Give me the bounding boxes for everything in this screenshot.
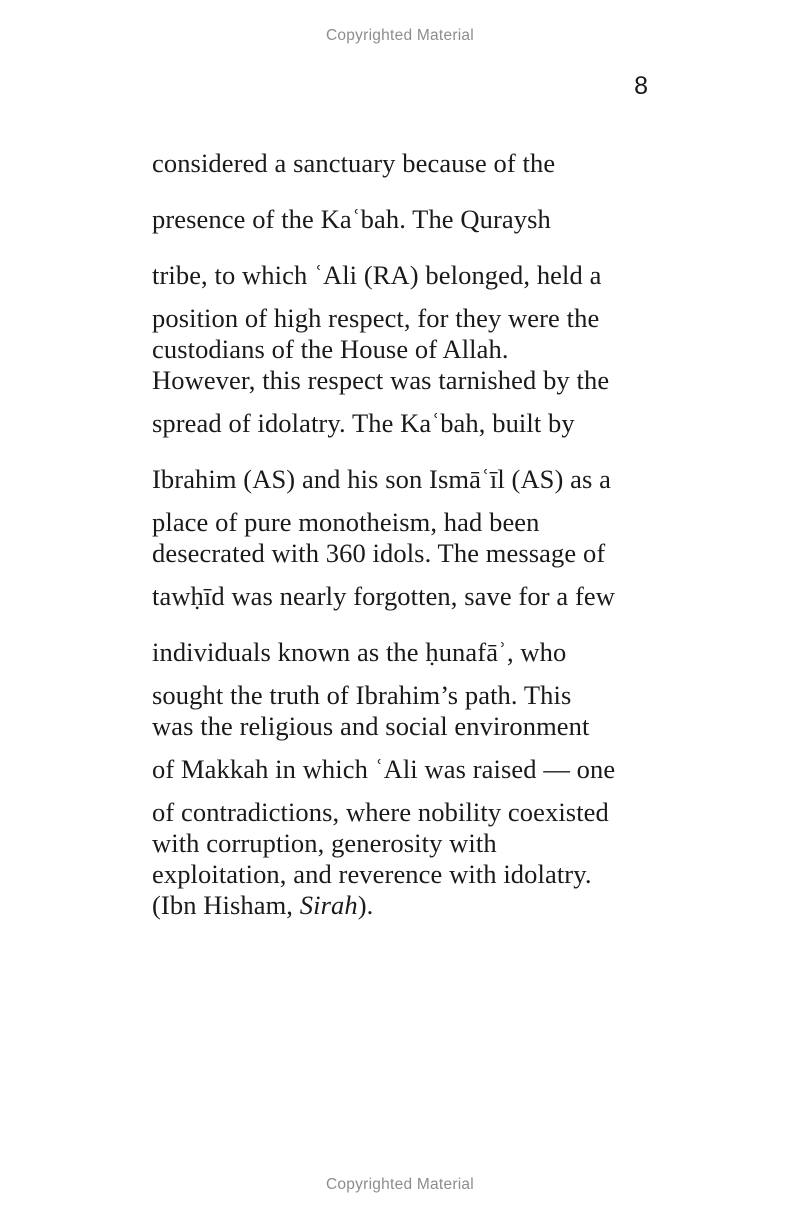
text-line: tawḥīd was nearly forgotten, save for a few bbox=[152, 581, 615, 611]
body-text-block bbox=[152, 148, 652, 921]
citation-line bbox=[152, 890, 652, 921]
text-line: was the religious and social environment bbox=[152, 711, 590, 741]
text-line: desecrated with 360 idols. The message of bbox=[152, 538, 606, 568]
citation-suffix: ). bbox=[357, 890, 374, 920]
copyright-watermark-top: Copyrighted Material bbox=[325, 27, 474, 44]
text-line: Ibrahim (AS) and his son Ismāʿīl (AS) as a bbox=[152, 464, 612, 494]
text-line: of contradictions, where nobility coexisted bbox=[152, 797, 609, 827]
citation-prefix: (Ibn Hisham, bbox=[152, 890, 300, 920]
text-line: spread of idolatry. The Kaʿbah, built by bbox=[152, 408, 575, 438]
text-line: tribe, to which ʿAli (RA) belonged, held a bbox=[152, 260, 602, 290]
text-line: custodians of the House of Allah. bbox=[152, 334, 509, 364]
text-line: sought the truth of Ibrahim’s path. This bbox=[152, 680, 572, 710]
copyright-watermark-bottom: Copyrighted Material bbox=[325, 1176, 474, 1193]
page-number: 8 bbox=[634, 72, 648, 100]
text-line: individuals known as the ḥunafāʾ, who bbox=[152, 637, 567, 667]
text-line: of Makkah in which ʿAli was raised — one bbox=[152, 754, 616, 784]
text-line: presence of the Kaʿbah. The Quraysh bbox=[152, 204, 551, 234]
text-line: place of pure monotheism, had been bbox=[152, 507, 540, 537]
text-line: exploitation, and reverence with idolatry. bbox=[152, 859, 592, 889]
text-line: considered a sanctuary because of the bbox=[152, 148, 556, 178]
text-line: with corruption, generosity with bbox=[152, 828, 497, 858]
citation-title: Sirah bbox=[299, 890, 358, 920]
text-line: However, this respect was tarnished by the bbox=[152, 365, 610, 395]
text-line: position of high respect, for they were the bbox=[152, 303, 600, 333]
